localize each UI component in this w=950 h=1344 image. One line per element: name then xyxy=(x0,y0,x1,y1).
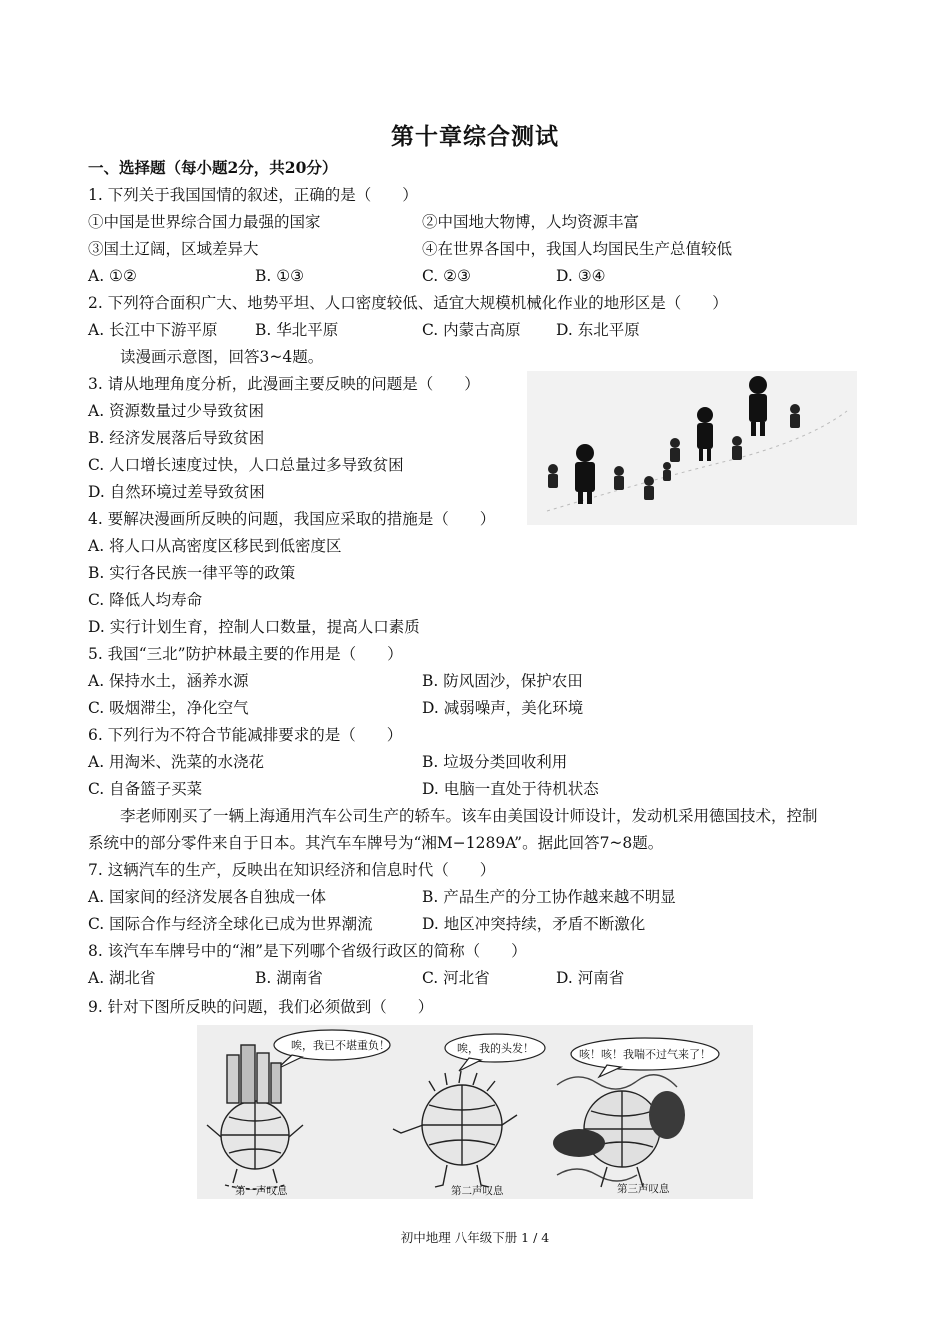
page-title: 第十章综合测试 xyxy=(391,123,559,150)
q4-option-c: C. 降低人均寿命 xyxy=(88,591,203,609)
q1-statement-1: ①中国是世界综合国力最强的国家 xyxy=(88,213,321,231)
question-6-stem: 6. 下列行为不符合节能减排要求的是（ ） xyxy=(88,726,403,744)
question-5-stem: 5. 我国“三北”防护林最主要的作用是（ ） xyxy=(88,645,403,663)
question-8-stem: 8. 该汽车车牌号中的“湘”是下列哪个省级行政区的简称（ ） xyxy=(88,942,527,960)
q2-option-b: B. 华北平原 xyxy=(255,321,339,339)
intro-7-8-line-1: 李老师刚买了一辆上海通用汽车公司生产的轿车。该车由美国设计师设计，发动机采用德国技术，控制 xyxy=(120,807,818,825)
bubble-2-text: 唉，我的头发！ xyxy=(457,1042,534,1055)
family-cartoon-image xyxy=(527,371,857,525)
caption-2: 第二声叹息 xyxy=(451,1185,504,1197)
caption-3: 第三声叹息 xyxy=(617,1183,670,1195)
q5-option-c: C. 吸烟滞尘，净化空气 xyxy=(88,699,249,717)
q6-option-c: C. 自备篮子买菜 xyxy=(88,780,203,798)
q6-option-d: D. 电脑一直处于待机状态 xyxy=(422,780,599,798)
bubble-1-text: 唉，我已不堪重负！ xyxy=(291,1039,390,1052)
q8-option-b: B. 湖南省 xyxy=(255,969,323,987)
q5-option-a: A. 保持水土，涵养水源 xyxy=(88,672,249,690)
q2-option-d: D. 东北平原 xyxy=(556,321,640,339)
q3-option-d: D. 自然环境过差导致贫困 xyxy=(88,483,265,501)
q5-option-b: B. 防风固沙，保护农田 xyxy=(422,672,583,690)
bubble-3-text: 咳！咳！我喘不过气来了！ xyxy=(579,1048,711,1061)
q1-option-b: B. ①③ xyxy=(255,267,305,285)
q1-statement-3: ③国土辽阔，区域差异大 xyxy=(88,240,259,258)
q3-option-b: B. 经济发展落后导致贫困 xyxy=(88,429,265,447)
q1-statement-4: ④在世界各国中，我国人均国民生产总值较低 xyxy=(422,240,733,258)
question-7-stem: 7. 这辆汽车的生产，反映出在知识经济和信息时代（ ） xyxy=(88,861,496,879)
page-footer: 初中地理 八年级下册 1 / 4 xyxy=(400,1230,550,1245)
q3-option-a: A. 资源数量过少导致贫困 xyxy=(88,402,265,420)
question-4-stem: 4. 要解决漫画所反映的问题，我国应采取的措施是（ ） xyxy=(88,510,496,528)
q8-option-d: D. 河南省 xyxy=(556,969,625,987)
q1-statement-2: ②中国地大物博，人均资源丰富 xyxy=(422,213,640,231)
q6-option-b: B. 垃圾分类回收利用 xyxy=(422,753,568,771)
q4-option-b: B. 实行各民族一律平等的政策 xyxy=(88,564,296,582)
q2-option-c: C. 内蒙古高原 xyxy=(422,321,521,339)
q8-option-a: A. 湖北省 xyxy=(88,969,156,987)
q7-option-b: B. 产品生产的分工协作越来越不明显 xyxy=(422,888,676,906)
q6-option-a: A. 用淘米、洗菜的水浇花 xyxy=(88,753,265,771)
caption-1: 第一声叹息 xyxy=(235,1185,288,1197)
q1-option-d: D. ③④ xyxy=(556,267,606,285)
q7-option-c: C. 国际合作与经济全球化已成为世界潮流 xyxy=(88,915,373,933)
earth-sighs-cartoon xyxy=(197,1025,753,1199)
q4-option-a: A. 将人口从高密度区移民到低密度区 xyxy=(88,537,342,555)
section-heading: 一、选择题（每小题2分，共20分） xyxy=(88,158,338,177)
q8-option-c: C. 河北省 xyxy=(422,969,490,987)
q7-option-a: A. 国家间的经济发展各自独成一体 xyxy=(88,888,327,906)
q1-option-c: C. ②③ xyxy=(422,267,471,285)
intro-7-8-line-2: 系统中的部分零件来自于日本。其汽车车牌号为“湘M−1289A”。据此回答7~8题。 xyxy=(88,834,664,852)
family-cartoon-drawing xyxy=(527,371,857,525)
question-3-stem: 3. 请从地理角度分析，此漫画主要反映的问题是（ ） xyxy=(88,375,480,393)
q1-option-a: A. ①② xyxy=(88,267,137,285)
q5-option-d: D. 减弱噪声，美化环境 xyxy=(422,699,584,717)
q3-option-c: C. 人口增长速度过快，人口总量过多导致贫困 xyxy=(88,456,404,474)
q2-option-a: A. 长江中下游平原 xyxy=(88,321,218,339)
intro-3-4: 读漫画示意图，回答3~4题。 xyxy=(120,348,324,366)
question-2-stem: 2. 下列符合面积广大、地势平坦、人口密度较低、适宜大规模机械化作业的地形区是（ ） xyxy=(88,294,728,312)
q4-option-d: D. 实行计划生育，控制人口数量，提高人口素质 xyxy=(88,618,420,636)
question-1-stem: 1. 下列关于我国国情的叙述，正确的是（ ） xyxy=(88,186,418,204)
question-9-stem: 9. 针对下图所反映的问题，我们必须做到（ ） xyxy=(88,998,434,1016)
q7-option-d: D. 地区冲突持续，矛盾不断激化 xyxy=(422,915,646,933)
